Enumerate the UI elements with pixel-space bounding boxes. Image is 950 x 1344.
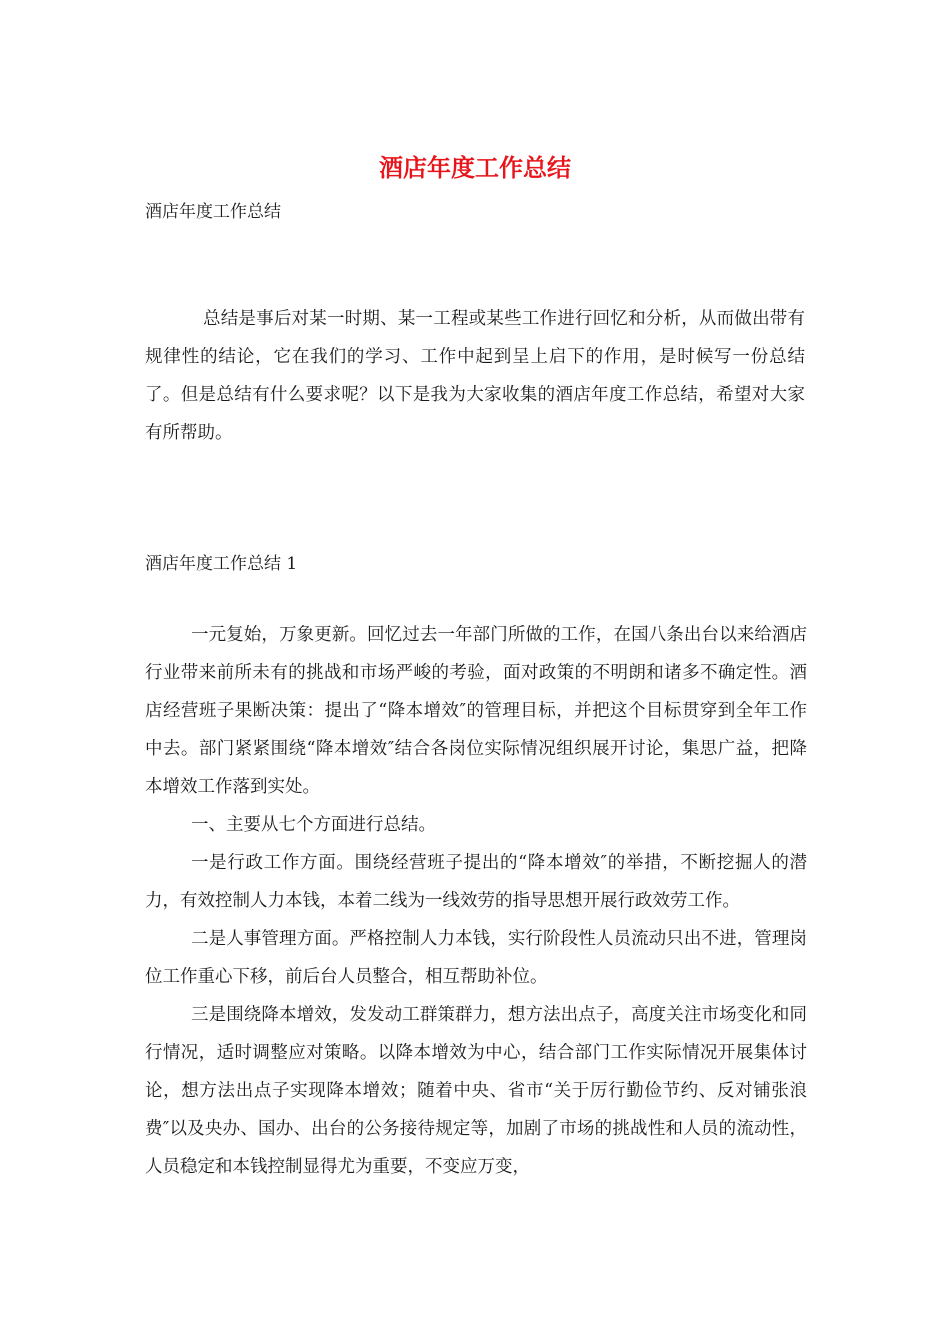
document-title: 酒店年度工作总结: [379, 153, 571, 182]
intro-paragraph: 总结是事后对某一时期、某一工程或某些工作进行回忆和分析，从而做出带有规律性的结论，它在我们的学习、工作中起到呈上启下的作用，是时候写一份总结了。但是总结有什么要求呢？以下是我为大家收集的酒店年度工作总结，希望对大家有所帮助。: [145, 309, 805, 443]
body-paragraph: 二是人事管理方面。严格控制人力本钱，实行阶段性人员流动只出不进，管理岗位工作重心下移，前后台人员整合，相互帮助补位。: [145, 929, 807, 987]
section-heading: 酒店年度工作总结 1: [145, 554, 298, 574]
body-paragraph: 一元复始，万象更新。回忆过去一年部门所做的工作，在国八条出台以来给酒店行业带来前所未有的挑战和市场严峻的考验，面对政策的不明朗和诸多不确定性。酒店经营班子果断决策：提出了“降本增效″的管理目标，并把这个目标贯穿到全年工作中去。部门紧紧围绕“降本增效″结合各岗位实际情况组织展开讨论，集思广益，把降本增效工作落到实处。: [145, 625, 807, 797]
section-body: [145, 616, 807, 1186]
body-paragraph: 一、主要从七个方面进行总结。: [191, 815, 436, 835]
document-subtitle: 酒店年度工作总结: [145, 202, 281, 222]
body-paragraph: 三是围绕降本增效，发发动工群策群力，想方法出点子，高度关注市场变化和同行情况，适时调整应对策略。以降本增效为中心，结合部门工作实际情况开展集体讨论，想方法出点子实现降本增效；随着中央、省市“关于厉行勤俭节约、反对铺张浪费″以及央办、国办、出台的公务接待规定等，加剧了市场的挑战性和人员的流动性，人员稳定和本钱控制显得尤为重要，不变应万变，: [145, 1005, 807, 1177]
body-paragraph: 一是行政工作方面。围绕经营班子提出的“降本增效″的举措，不断挖掘人的潜力，有效控制人力本钱，本着二线为一线效劳的指导思想开展行政效劳工作。: [145, 853, 807, 911]
